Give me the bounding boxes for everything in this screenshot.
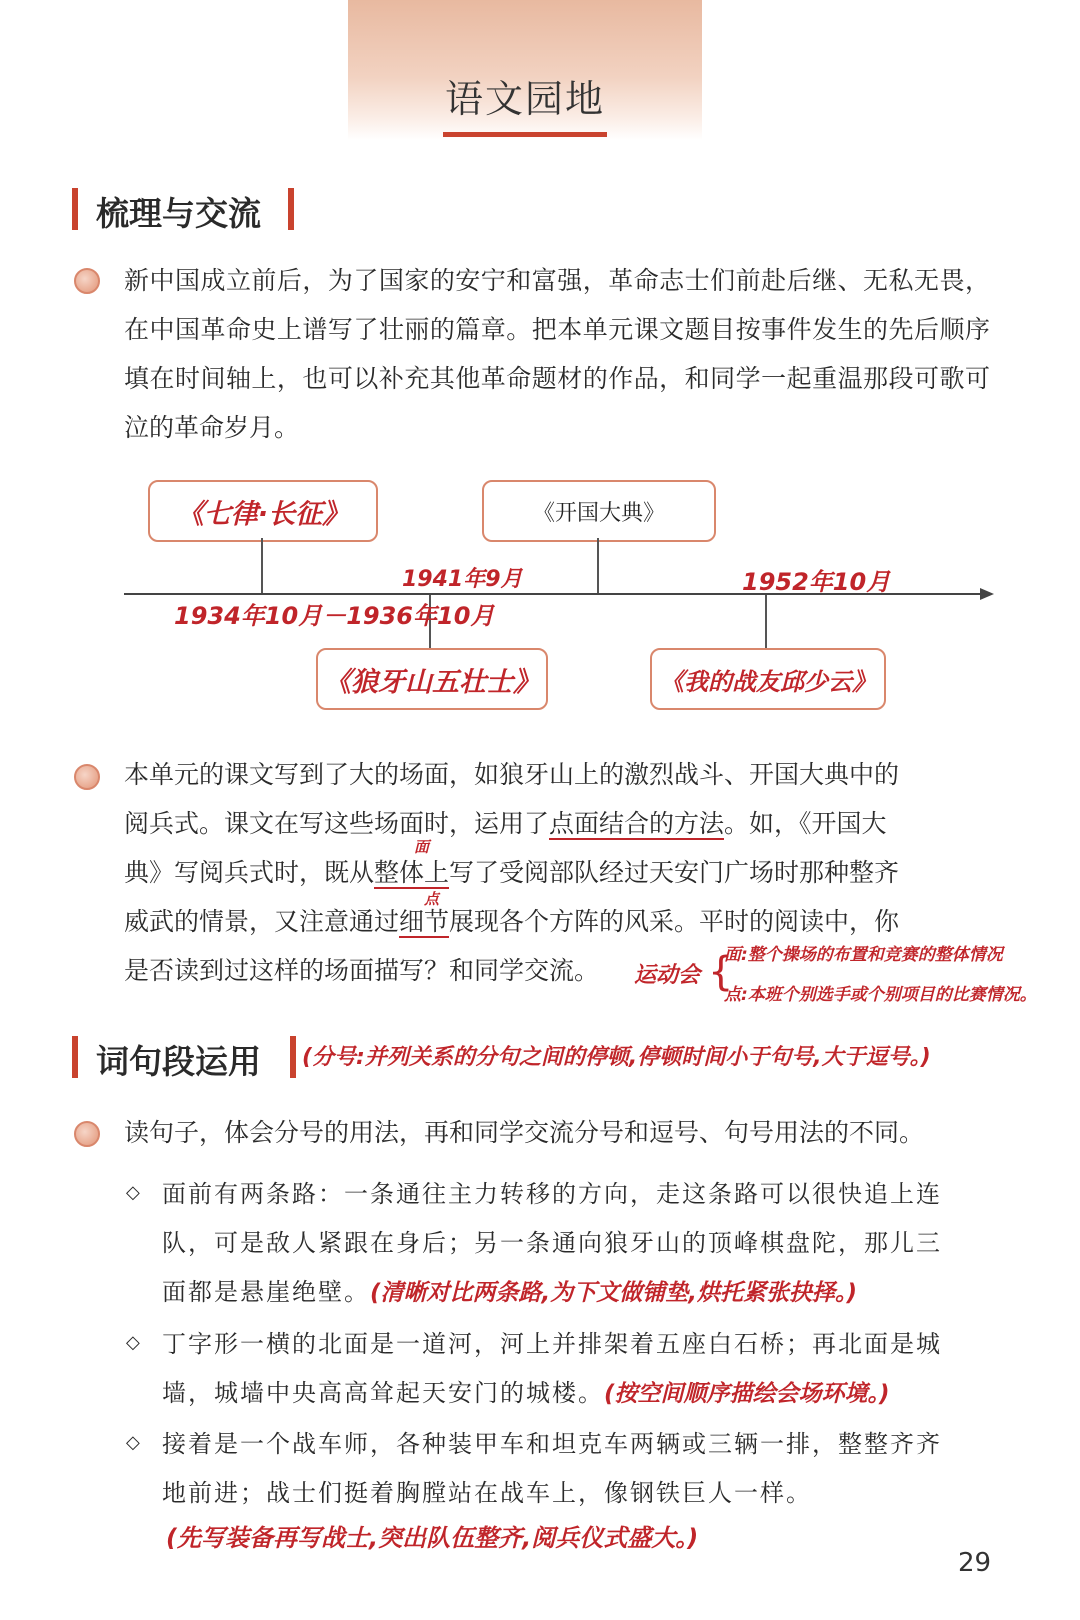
diamond-bullet-icon: ◇ [126, 1332, 140, 1353]
section-bar-left [72, 188, 78, 230]
section-bar-right [290, 1036, 296, 1078]
underlined-text: 细节 [399, 907, 450, 936]
timeline-box-langyashan: 《狼牙山五壮士》 [316, 648, 548, 710]
para-line [124, 897, 1004, 946]
brace-icon: { [708, 949, 734, 995]
text: 墙，城墙中央高高耸起天安门的城楼。 [162, 1379, 604, 1407]
para-line [124, 848, 1004, 897]
para-line: 本单元的课文写到了大的场面，如狼牙山上的激烈战斗、开国大典中的 [124, 760, 900, 789]
title-underline [443, 132, 607, 137]
sentence-line [162, 1268, 1002, 1318]
para-line [124, 799, 1004, 848]
handwritten-note: (先写装备再写战士,突出队伍整齐,阅兵仪式盛大。) [166, 1524, 699, 1552]
sentence-line: 面前有两条路：一条通往主力转移的方向，走这条路可以很快追上连 [162, 1180, 942, 1208]
date-langyashan: 1941年9月 [402, 567, 523, 592]
handwritten-note: (清晰对比两条路,为下文做铺垫,烘托紧张抉择。) [370, 1280, 857, 1306]
example-sentence-3 [162, 1420, 1002, 1518]
timeline-box-kaiguo: 《开国大典》 [482, 480, 716, 542]
handwritten-note: (按空间顺序描绘会场环境。) [604, 1381, 890, 1407]
diamond-bullet-icon: ◇ [126, 1432, 140, 1453]
sentence-line: 接着是一个战车师，各种装甲车和坦克车两辆或三辆一排，整整齐齐 [162, 1430, 942, 1458]
text: 面都是悬崖绝壁。 [162, 1278, 370, 1306]
date-qiushaoyun: 1952年10月 [742, 568, 891, 596]
sentence-line: 队，可是敌人紧跟在身后；另一条通向狼牙山的顶峰棋盘陀，那儿三 [162, 1229, 942, 1257]
text: 威武的情景，又注意通过 [124, 907, 400, 936]
semicolon-note: (分号:并列关系的分句之间的停顿,停顿时间小于句号,大于逗号。) [302, 1045, 931, 1070]
underlined-text: 点面结合的方法 [549, 809, 725, 838]
section2-heading: 词句段运用 [96, 1042, 261, 1081]
example-sentence-2 [162, 1320, 1002, 1419]
text: 阅兵式。课文在写这些场面时，运用了 [124, 809, 550, 838]
note-mian: 面 [414, 838, 430, 856]
text: 写了受阅部队经过天安门广场时那种整齐 [449, 858, 900, 887]
text: 典》写阅兵式时，既从 [124, 858, 375, 887]
sentence-line: 丁字形一横的北面是一道河，河上并排架着五座白石桥；再北面是城 [162, 1330, 942, 1358]
section-bar-left [72, 1036, 78, 1078]
underlined-text: 整体上 [374, 858, 450, 887]
page-title: 语文园地 [444, 77, 605, 121]
timeline-box-qiushaoyun: 《我的战友邱少云》 [650, 648, 886, 710]
bullet-icon [74, 1121, 100, 1147]
bullet-icon [74, 764, 100, 790]
note-sports: 运动会 [634, 963, 701, 988]
section-bar-right [288, 188, 294, 230]
note-point: 点:本班个别选手或个别项目的比赛情况。 [724, 985, 1037, 1005]
section1-heading: 梳理与交流 [96, 194, 261, 233]
bullet-icon [74, 268, 100, 294]
date-changzheng: 1934年10月－1936年10月 [174, 602, 495, 630]
sentence-line [162, 1369, 1002, 1419]
para-line: 是否读到过这样的场面描写？和同学交流。 [124, 956, 600, 985]
timeline-box-changzheng: 《七律·长征》 [148, 480, 378, 542]
sentence-line: 地前进；战士们挺着胸膛站在战车上，像钢铁巨人一样。 [162, 1479, 812, 1507]
note-face: 面:整个操场的布置和竞赛的整体情况 [724, 945, 1003, 965]
page-number: 29 [958, 1548, 992, 1578]
text: 展现各个方阵的风采。平时的阅读中，你 [449, 907, 900, 936]
paragraph-instruction: 读句子，体会分号的用法，再和同学交流分号和逗号、句号用法的不同。 [124, 1118, 925, 1147]
text: 。如，《开国大 [724, 809, 887, 838]
diamond-bullet-icon: ◇ [126, 1182, 140, 1203]
note-dian: 点 [424, 890, 440, 908]
example-sentence-1 [162, 1170, 1002, 1318]
paragraph-intro: 新中国成立前后，为了国家的安宁和富强，革命志士们前赴后继、无私无畏，在中国革命史上谱写了壮丽的篇章。把本单元课文题目按事件发生的先后顺序填在时间轴上，也可以补充其他革命题材的作品，和同学一起重温那段可歌可泣的革命岁月。 [124, 266, 990, 442]
